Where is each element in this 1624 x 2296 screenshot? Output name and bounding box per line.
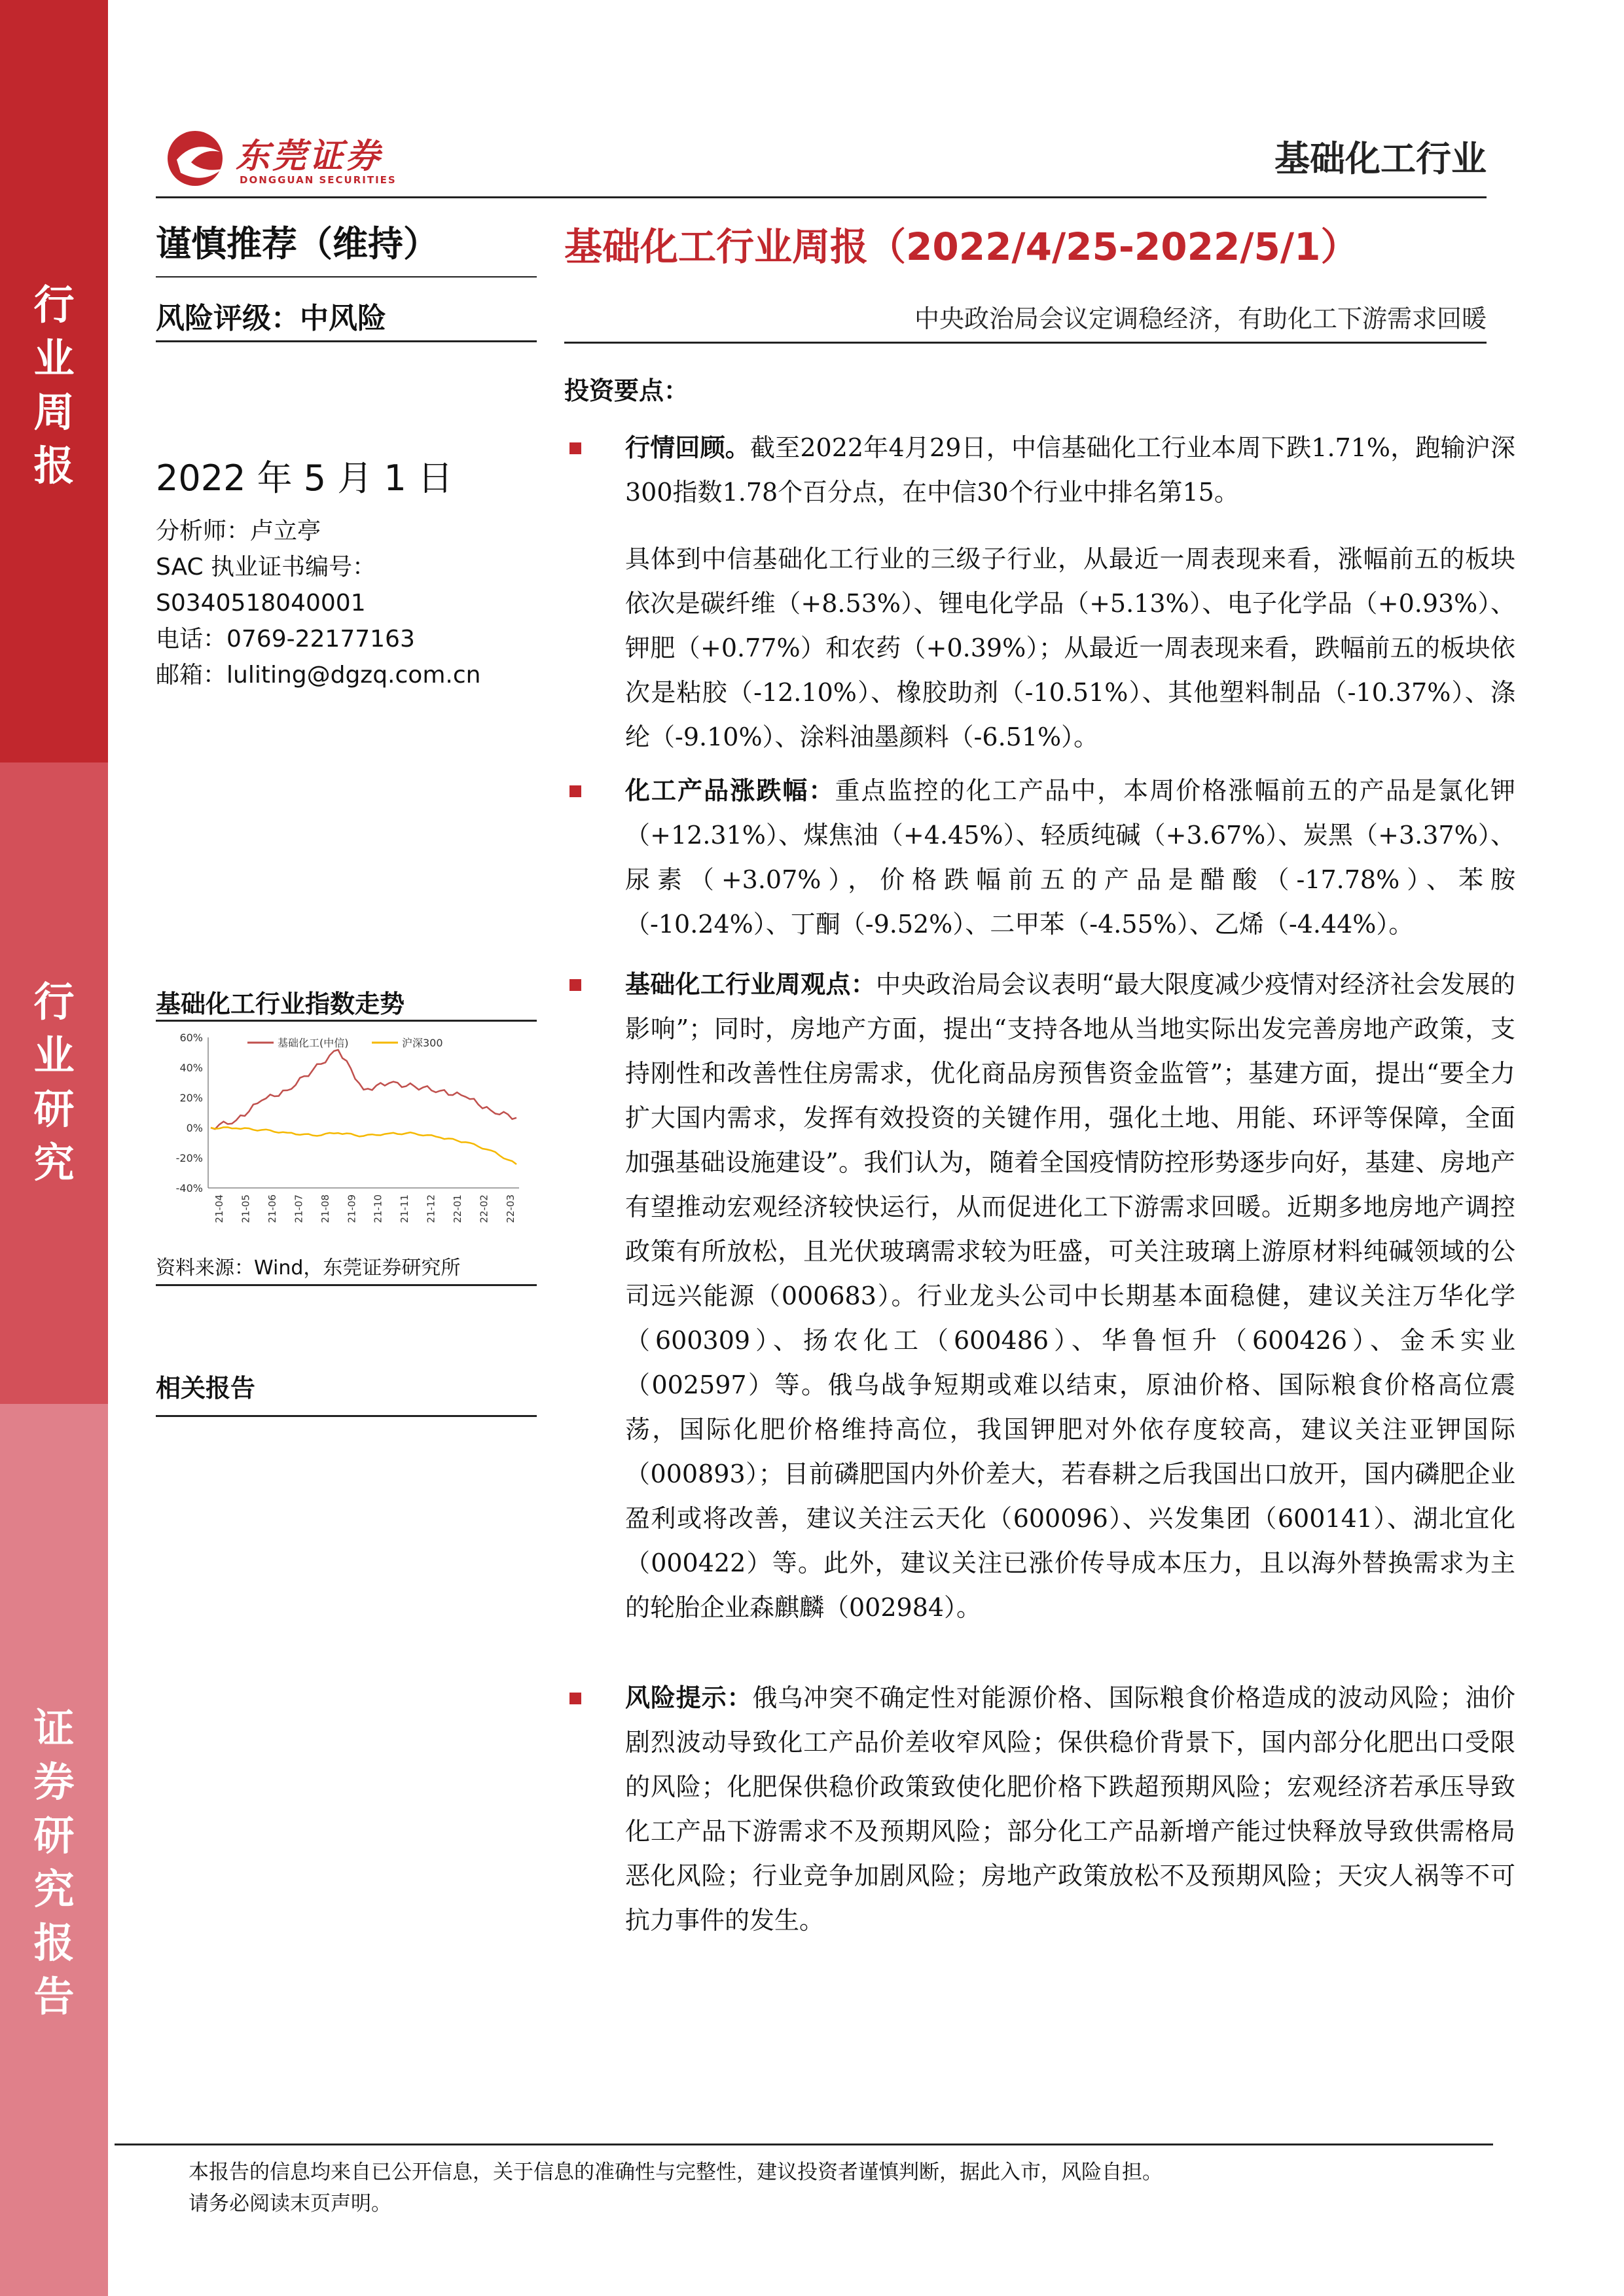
index-trend-chart	[156, 1024, 532, 1257]
market-review-lead: 行情回顾。	[625, 433, 750, 462]
product-change-lead: 化工产品涨跌幅：	[625, 776, 835, 805]
related-reports-heading: 相关报告	[156, 1374, 256, 1403]
analyst-info	[156, 513, 480, 693]
market-review-body: 截至2022年4月29日，中信基础化工行业本周下跌1.71%，跑输沪深300指数1.78个百分点，在中信30个行业中排名第15。	[625, 433, 1515, 507]
disclaimer-line-2: 请务必阅读末页声明。	[189, 2192, 391, 2215]
x-tick-label: 21-09	[346, 1194, 358, 1223]
side-label-weekly: 行 业 周 报	[33, 281, 75, 490]
y-tick-label: 20%	[179, 1092, 203, 1104]
chart-svg	[156, 1024, 532, 1257]
risk-level: 风险评级：中风险	[156, 302, 386, 335]
rating: 谨慎推荐（维持）	[156, 223, 439, 264]
chart-source-divider	[156, 1284, 537, 1286]
y-tick-label: 40%	[179, 1062, 203, 1074]
sub-industry-paragraph: 具体到中信基础化工行业的三级子行业，从最近一周表现来看，涨幅前五的板块依次是碳纤维（+8.53%）、锂电化学品（+5.13%）、电子化学品（+0.93%）、钾肥（+0.77%）和农药（+0.39%）；从最近一周表现来看，跌幅前五的板块依次是粘胶（-12.10%）、橡胶助剂（-10.51%）、其他塑料制品（-10.37%）、涤纶（-9.10%）、涂料油墨颜料（-6.51%）。	[625, 545, 1515, 751]
bullet-icon	[569, 785, 581, 797]
weekly-view-lead: 基础化工行业周观点：	[625, 970, 876, 999]
x-tick-label: 21-08	[319, 1194, 331, 1223]
title-divider	[564, 342, 1487, 344]
industry-tag: 基础化工行业	[1274, 138, 1487, 179]
legend-label: 沪深300	[402, 1037, 443, 1049]
bullet-icon	[569, 1693, 581, 1704]
header-divider	[156, 196, 1487, 198]
report-title: 基础化工行业周报（2022/4/25-2022/5/1）	[564, 224, 1359, 269]
side-label-research: 行 业 研 究	[33, 978, 75, 1187]
sac-label: SAC 执业证书编号：	[156, 554, 376, 581]
related-divider	[156, 1415, 537, 1417]
x-tick-label: 21-07	[293, 1194, 305, 1223]
analyst-email[interactable]: 邮箱：luliting@dgzq.com.cn	[156, 662, 481, 689]
report-date: 2022 年 5 月 1 日	[156, 457, 453, 499]
x-tick-label: 22-01	[452, 1194, 464, 1223]
x-tick-label: 22-03	[505, 1194, 516, 1223]
chart-source: 资料来源：Wind，东莞证券研究所	[156, 1257, 461, 1280]
report-subtitle: 中央政治局会议定调稳经济，有助化工下游需求回暖	[914, 304, 1487, 333]
x-tick-label: 21-11	[399, 1194, 411, 1223]
disclaimer	[189, 2157, 1163, 2219]
risk-warning-lead: 风险提示：	[625, 1683, 753, 1712]
risk-warning-body: 俄乌冲突不确定性对能源价格、国际粮食价格造成的波动风险；油价剧烈波动导致化工产品价差收窄风险；保供稳价背景下，国内部分化肥出口受限的风险；化肥保供稳价政策致使化肥价格下跌超预期风险；宏观经济若承压导致化工产品下游需求不及预期风险；部分化工产品新增产能过快释放导致供需格局恶化风险；行业竞争加剧风险；房地产政策放松不及预期风险；天灾人祸等不可抗力事件的发生。	[625, 1683, 1515, 1935]
side-label-report: 证 券 研 究 报 告	[33, 1704, 75, 2020]
y-tick-label: -40%	[175, 1182, 203, 1194]
disclaimer-line-1: 本报告的信息均来自已公开信息，关于信息的准确性与完整性，建议投资者谨慎判断，据此入市，风险自担。	[189, 2161, 1163, 2184]
x-tick-label: 21-05	[240, 1194, 252, 1223]
series-line	[211, 1127, 516, 1164]
logo-text-en: DONGGUAN SECURITIES	[240, 174, 397, 186]
legend-label: 基础化工(中信)	[278, 1037, 349, 1049]
logo-mark-icon	[164, 126, 236, 191]
y-tick-label: -20%	[175, 1152, 203, 1164]
x-tick-label: 21-04	[213, 1194, 225, 1223]
risk-divider	[156, 340, 537, 342]
investment-highlights-heading: 投资要点：	[564, 376, 689, 405]
weekly-view-body: 中央政治局会议表明“最大限度减少疫情对经济社会发展的影响”；同时，房地产方面，提出“支持各地从当地实际出发完善房地产政策，支持刚性和改善性住房需求，优化商品房预售资金监管”；基建方面，提出“要全力扩大国内需求，发挥有效投资的关键作用，强化土地、用能、环评等保障，全面加强基础设施建设”。我们认为，随着全国疫情防控形势逐步向好，基建、房地产有望推动宏观经济较快运行，从而促进化工下游需求回暖。近期多地房地产调控政策有所放松，且光伏玻璃需求较为旺盛，可关注玻璃上游原材料纯碱领域的公司远兴能源（000683）。行业龙头公司中长期基本面稳健，建议关注万华化学（600309）、扬农化工（600486）、华鲁恒升（600426）、金禾实业（002597）等。俄乌战争短期或难以结束，原油价格、国际粮食价格高位震荡，国际化肥价格维持高位，我国钾肥对外依存度较高，建议关注亚钾国际（000893）；目前磷肥国内外价差大，若春耕之后我国出口放开，国内磷肥企业盈利或将改善，建议关注云天化（600096）、兴发集团（600141）、湖北宜化（000422）等。此外，建议关注已涨价传导成本压力，且以海外替换需求为主的轮胎企业森麒麟（002984）。	[625, 970, 1515, 1622]
weekly-view-paragraph	[625, 962, 1515, 1630]
y-tick-label: 0%	[186, 1122, 203, 1134]
analyst-phone: 电话：0769-22177163	[156, 626, 415, 653]
footer-divider	[115, 2144, 1493, 2145]
logo-text-cn: 东莞证券	[236, 137, 383, 176]
company-logo	[164, 126, 425, 191]
analyst-name: 分析师：卢立亭	[156, 518, 321, 545]
bullet-icon	[569, 442, 581, 454]
x-tick-label: 21-10	[372, 1194, 384, 1223]
bullet-icon	[569, 979, 581, 991]
chart-title-divider	[156, 1020, 537, 1022]
product-change-body: 重点监控的化工产品中，本周价格涨幅前五的产品是氯化钾（+12.31%）、煤焦油（+4.45%）、轻质纯碱（+3.67%）、炭黑（+3.37%）、尿素（+3.07%），价格跌幅前五的产品是醋酸（-17.78%）、苯胺（-10.24%）、丁酮（-9.52%）、二甲苯（-4.55%）、乙烯（-4.44%）。	[625, 776, 1515, 939]
chart-title: 基础化工行业指数走势	[156, 990, 405, 1018]
product-change-paragraph	[625, 768, 1515, 946]
risk-warning-paragraph	[625, 1676, 1515, 1943]
series-line	[211, 1050, 516, 1129]
x-tick-label: 22-02	[478, 1194, 490, 1223]
rating-divider	[156, 276, 537, 278]
y-tick-label: 60%	[179, 1031, 203, 1044]
x-tick-label: 21-06	[266, 1194, 278, 1223]
x-tick-label: 21-12	[425, 1194, 437, 1223]
sac-number: S0340518040001	[156, 590, 366, 617]
market-review-paragraph	[625, 425, 1515, 514]
